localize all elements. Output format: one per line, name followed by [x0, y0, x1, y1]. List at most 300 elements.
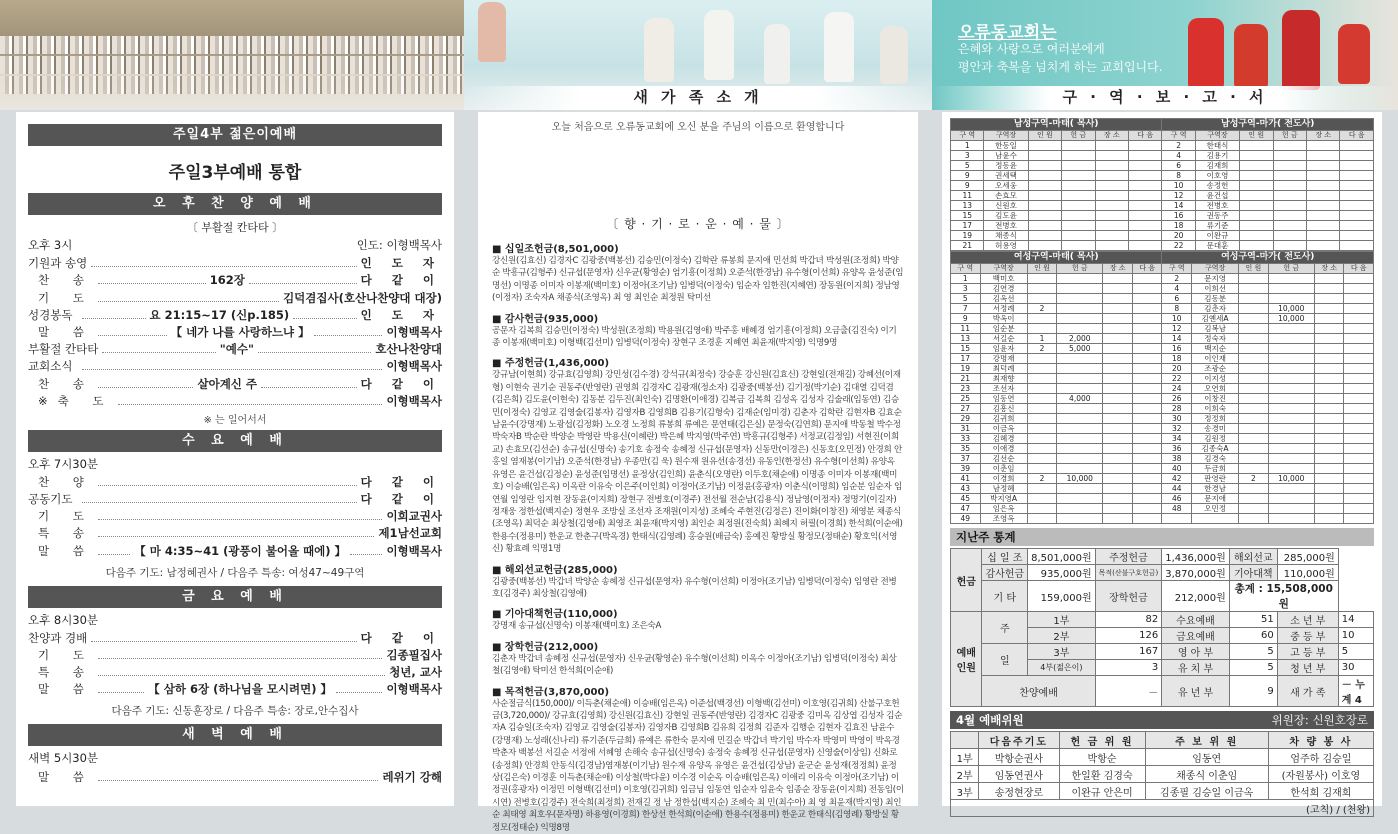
cell-value — [1239, 334, 1269, 344]
cell-value — [1028, 161, 1061, 171]
cell-value — [1132, 354, 1162, 364]
cell-value — [1132, 344, 1162, 354]
cell-value — [1132, 394, 1162, 404]
cell-row — [951, 504, 1374, 514]
cell-value: 최재향 — [980, 374, 1027, 384]
cell-value — [1268, 394, 1314, 404]
service-cell: 한석희 김재희 — [1268, 783, 1373, 800]
service-header: 주 보 위 원 — [1145, 732, 1268, 749]
cell-value — [1239, 274, 1269, 284]
cell-value — [1239, 484, 1269, 494]
cell-value — [1240, 181, 1273, 191]
cell-value — [1103, 294, 1133, 304]
cell-row — [951, 231, 1374, 241]
order-person: 제1남선교회 — [378, 526, 442, 541]
cell-value — [1273, 181, 1306, 191]
cantata-subtitle: 〔 부활절 칸타타 〕 — [186, 221, 284, 234]
church-slogan: 은혜와 사랑으로 여러분에게 평안과 축복을 넘치게 하는 교회입니다. — [958, 42, 1163, 74]
cell-value — [1239, 424, 1269, 434]
cell-row — [951, 514, 1374, 524]
cell-value — [1344, 494, 1374, 504]
cell-value: 42 — [1162, 474, 1192, 484]
header-photo-children — [932, 0, 1398, 110]
cell-value: 13 — [951, 334, 981, 344]
cell-value — [1028, 211, 1061, 221]
cell-value — [1128, 181, 1161, 191]
service-header — [951, 732, 979, 749]
cell-value — [1344, 354, 1374, 364]
attendance-row — [951, 644, 1374, 660]
cell-value — [1344, 434, 1374, 444]
cell-value: 2 — [1239, 474, 1269, 484]
cell-value: 26 — [1162, 394, 1192, 404]
cell-value — [1057, 444, 1103, 454]
order-label: 찬 송 — [38, 376, 94, 391]
cell-value: 1 — [951, 274, 981, 284]
service-cell: 1부 — [951, 749, 979, 766]
dot-leader — [98, 692, 144, 693]
attend-label: 유 년 부 — [1162, 676, 1230, 707]
cell-value: 4 — [1162, 284, 1192, 294]
cell-value: 정정희 — [1192, 414, 1239, 424]
cell-value — [1268, 354, 1314, 364]
cell-value — [1344, 384, 1374, 394]
order-person: 이형백목사 — [386, 359, 442, 374]
cell-value — [1314, 284, 1344, 294]
cell-value — [1314, 364, 1344, 374]
cell-value — [1027, 444, 1057, 454]
cell-value: 15 — [951, 211, 984, 221]
cell-value — [1057, 294, 1103, 304]
cell-table-header-row — [951, 264, 1374, 274]
dot-leader — [98, 387, 194, 388]
attend-label: 고 등 부 — [1277, 644, 1338, 660]
cell-value — [1027, 404, 1057, 414]
cell-value — [1314, 314, 1344, 324]
cell-value: 2 — [1027, 474, 1057, 484]
offering-heading: ■ 감사헌금(935,000) — [492, 313, 599, 325]
cell-value: 9 — [951, 171, 984, 181]
cell-value: 48 — [1162, 504, 1192, 514]
cell-value — [1240, 241, 1273, 251]
stats-row — [951, 549, 1374, 565]
offering-donors: 김광중(백봉선) 박갑녀 박양순 송혜정 신규섭(문영자) 유수형(이선희) 이정아(조기남) 임병덕(이정숙) 임영란 전병호(김경주) 최상철(김영애) — [492, 576, 897, 599]
cell-value — [1132, 414, 1162, 424]
cell-value — [1095, 231, 1128, 241]
stat-value: 1,436,000원 — [1162, 549, 1230, 565]
cell-value: 조영옥 — [980, 514, 1027, 524]
cell-value: 36 — [1162, 444, 1192, 454]
cell-value — [1028, 151, 1061, 161]
attend-value: 14 — [1338, 612, 1373, 628]
cell-value — [1103, 504, 1133, 514]
wednesday-next-week: 다음주 기도: 남정혜권사 / 다음주 특송: 여성47~49구역 — [105, 566, 365, 579]
cell-value: 김용기 — [1195, 151, 1239, 161]
cell-row — [951, 221, 1374, 231]
cell-value — [1344, 444, 1374, 454]
offering-heading: ■ 기아대책헌금(110,000) — [492, 609, 618, 621]
stat-label: 장학헌금 — [1095, 581, 1162, 612]
cell-value: 30 — [1162, 414, 1192, 424]
cell-value: 8 — [1162, 171, 1195, 181]
cell-value — [1057, 314, 1103, 324]
church-name: 오류동교회는 — [958, 23, 1057, 43]
cell-value — [1132, 474, 1162, 484]
service-row — [951, 749, 1374, 766]
service-row — [951, 766, 1374, 783]
order-person: 다 같 이 — [360, 376, 442, 391]
order-person: 이희교권사 — [386, 509, 442, 524]
service-cell: (자원봉사) 이호영 — [1268, 766, 1373, 783]
column-header: 인 원 — [1027, 264, 1057, 274]
cell-value: 김원정 — [1192, 434, 1239, 444]
cell-value — [1095, 141, 1128, 151]
cell-row — [951, 294, 1374, 304]
cell-row — [951, 364, 1374, 374]
cell-value — [1314, 494, 1344, 504]
service-header: 차 량 봉 사 — [1268, 732, 1373, 749]
order-label: 찬 송 — [38, 273, 94, 288]
cell-value: 한경남 — [1192, 484, 1239, 494]
cell-value: 28 — [1162, 404, 1192, 414]
cell-value — [1027, 324, 1057, 334]
cell-value — [1057, 484, 1103, 494]
cell-value: 11 — [951, 191, 984, 201]
column-header: 인 원 — [1240, 131, 1273, 141]
order-row — [28, 392, 442, 409]
cell-value — [1103, 334, 1133, 344]
column-header: 헌 금 — [1062, 131, 1095, 141]
cell-value: 이창진 — [1192, 394, 1239, 404]
order-person: 청년, 교사 — [389, 665, 442, 680]
cell-row — [951, 304, 1374, 314]
cell-value: 전병호 — [984, 221, 1028, 231]
cell-value — [1027, 274, 1057, 284]
stat-value: 212,000원 — [1162, 581, 1230, 612]
cell-value: 10 — [1162, 181, 1195, 191]
column-header: 헌 금 — [1273, 131, 1306, 141]
cell-value: 이경희 — [980, 474, 1027, 484]
friday-service-bar: 금 요 예 배 — [28, 586, 442, 608]
cell-table-title-row — [951, 119, 1374, 131]
header-photo-choir — [464, 0, 932, 110]
cell-value — [1128, 211, 1161, 221]
cell-value: 백지순 — [1192, 344, 1239, 354]
cell-value: 43 — [951, 484, 981, 494]
service-cell: 채종식 이춘임 — [1145, 766, 1268, 783]
cell-value — [1132, 514, 1162, 524]
cell-value: 38 — [1162, 454, 1192, 464]
cell-value — [1314, 504, 1344, 514]
service-cell: 김종필 김승일 이금옥 — [1145, 783, 1268, 800]
cell-value — [1239, 344, 1269, 354]
cell-value — [1103, 444, 1133, 454]
friday-next-week: 다음주 기도: 신동훈장로 / 다음주 특송: 장로,안수집사 — [111, 705, 359, 718]
cell-value: 김동분 — [1192, 294, 1239, 304]
cell-value — [1128, 221, 1161, 231]
cell-value — [1306, 241, 1339, 251]
total-value: 총계 : 15,508,000원 — [1229, 581, 1338, 612]
attend-value: 5 — [1229, 644, 1277, 660]
cell-value — [1268, 284, 1314, 294]
cell-value — [1132, 304, 1162, 314]
cell-value — [1028, 181, 1061, 191]
cell-value — [1103, 284, 1133, 294]
service-cell: 박항순권사 — [979, 749, 1059, 766]
cell-value — [1132, 504, 1162, 514]
cell-value — [1240, 171, 1273, 181]
cell-value: 12 — [1162, 324, 1192, 334]
cell-value — [1062, 211, 1095, 221]
cell-value — [1132, 384, 1162, 394]
service-committee-table — [950, 731, 1374, 817]
service-row — [951, 800, 1374, 817]
cell-value — [1028, 221, 1061, 231]
order-label: 기 도 — [38, 290, 94, 305]
service-cell: 송정현장로 — [979, 783, 1059, 800]
cell-value — [1027, 494, 1057, 504]
cell-value: 이희선 — [1192, 284, 1239, 294]
new-family-title: 새 가 족 소 개 — [633, 88, 763, 106]
cell-value: 17 — [951, 221, 984, 231]
cell-value — [1239, 304, 1269, 314]
cell-value — [1240, 141, 1273, 151]
attend-value: 3 — [1095, 660, 1162, 676]
cell-value — [1057, 324, 1103, 334]
cell-value: 문대훈 — [1195, 241, 1239, 251]
order-label: 공동기도 — [28, 492, 73, 507]
cell-value: 2 — [1027, 304, 1057, 314]
order-row — [28, 680, 442, 697]
cell-value — [1027, 504, 1057, 514]
cell-value — [1268, 424, 1314, 434]
order-person: 레위기 강해 — [382, 769, 442, 784]
cell-value — [1240, 161, 1273, 171]
column-header: 헌 금 — [1057, 264, 1103, 274]
cell-value — [1268, 294, 1314, 304]
cell-value — [1306, 161, 1339, 171]
attendance-row — [951, 612, 1374, 628]
cell-value: 24 — [1162, 384, 1192, 394]
cell-value — [1314, 344, 1344, 354]
female-cell-table — [950, 251, 1374, 524]
attend-value: 51 — [1229, 612, 1277, 628]
cell-value — [1132, 274, 1162, 284]
stats-table — [950, 548, 1374, 707]
cell-value: 윤건섭 — [1195, 191, 1239, 201]
cell-value — [1344, 464, 1374, 474]
column-header: 다 음 — [1344, 264, 1374, 274]
cell-value: 허용영 — [984, 241, 1028, 251]
cell-value — [1239, 384, 1269, 394]
cell-value — [1340, 161, 1374, 171]
attend-label: 새 가 족 — [1277, 676, 1338, 707]
cell-value: 32 — [1162, 424, 1192, 434]
cell-table-title: 여성구역-마가( 전도사) — [1162, 252, 1374, 264]
cell-value — [1306, 181, 1339, 191]
cell-value — [1095, 241, 1128, 251]
cell-value: 20 — [1162, 364, 1192, 374]
cell-value: 오세웅 — [984, 181, 1028, 191]
cell-value — [1103, 274, 1133, 284]
cell-value: 16 — [1162, 344, 1192, 354]
male-cell-table — [950, 118, 1374, 251]
cell-value — [1240, 221, 1273, 231]
order-row — [28, 490, 442, 507]
wednesday-order-list — [28, 473, 442, 559]
column-header: 장 소 — [1095, 131, 1128, 141]
stat-value: 8,501,000원 — [1028, 549, 1096, 565]
cell-value — [1306, 201, 1339, 211]
header-photo-congregation — [0, 0, 464, 110]
cell-value: 44 — [1162, 484, 1192, 494]
column-header: 구역장 — [980, 264, 1027, 274]
cell-value — [1132, 294, 1162, 304]
cell-value — [1128, 141, 1161, 151]
cell-value: 18 — [1162, 354, 1192, 364]
cell-value — [1128, 161, 1161, 171]
service-cell: 이완규 안은미 — [1059, 783, 1145, 800]
cell-value — [1132, 334, 1162, 344]
cell-value — [1268, 434, 1314, 444]
cell-value — [1103, 354, 1133, 364]
cell-value: 남정혜 — [980, 484, 1027, 494]
afternoon-order-list — [28, 254, 442, 409]
offering-heading: ■ 해외선교헌금(285,000) — [492, 564, 618, 576]
car-note: (고칙) / (천왕) — [951, 800, 1374, 817]
cell-value: 9 — [951, 181, 984, 191]
offering-donors: 강신원(김효신) 김경자C 김광중(백봉선) 김승민(이정숙) 김학란 류봉희 문지애 민선희 박갑녀 박성원(조정희) 박양순 박흥규(김형주) 신규섭(문영자) 신우균(황영순) 엄기흥(이정희) 오준석(한경남) 유수형(이선희) 유양옥 윤성준(임명선) 이명종 이미자 이봉재(백미호) 이정아(조기남) 임병덕(이정숙) 임순자 임한진(지혜연) 장동원(이지희) 정남영(이정자) 조숙자A 채종식(조영옥) 최 영 최인순 최정원 탁미선 — [492, 256, 904, 304]
cell-value: 12 — [1162, 191, 1195, 201]
order-content: 【 삼하 6장 (하나님을 모시려면) 】 — [148, 682, 333, 697]
cell-value: 19 — [951, 364, 981, 374]
cell-value — [1268, 334, 1314, 344]
order-label: 특 송 — [38, 526, 94, 541]
order-person: 호산나찬양대 — [375, 342, 443, 357]
cell-value: 22 — [1162, 374, 1192, 384]
cell-value — [1268, 454, 1314, 464]
cell-value: 10 — [1162, 314, 1192, 324]
dot-leader — [98, 554, 130, 555]
cell-value: 서정례 — [980, 304, 1027, 314]
cell-value — [1128, 201, 1161, 211]
cell-value — [1239, 294, 1269, 304]
cell-value — [1027, 414, 1057, 424]
order-label: 말 씀 — [38, 543, 94, 558]
cell-value — [1314, 334, 1344, 344]
cell-value — [1132, 374, 1162, 384]
cell-value — [1268, 364, 1314, 374]
cell-value: 1 — [1027, 334, 1057, 344]
cell-value — [1239, 514, 1269, 524]
cell-value: 5 — [951, 294, 981, 304]
order-label: 기 도 — [38, 648, 94, 662]
cell-value — [1027, 514, 1057, 524]
cell-value — [1132, 324, 1162, 334]
cell-value — [1340, 241, 1374, 251]
cell-value — [1027, 374, 1057, 384]
cell-value: 오연희 — [1192, 384, 1239, 394]
service-cell: 2부 — [951, 766, 979, 783]
cell-value — [1340, 221, 1374, 231]
cell-value — [1128, 151, 1161, 161]
cell-value — [1268, 404, 1314, 414]
band-cell-report — [932, 86, 1398, 110]
cell-value: 39 — [951, 464, 981, 474]
attend-value: 60 — [1229, 628, 1277, 644]
dot-leader — [82, 502, 357, 503]
cell-row — [951, 171, 1374, 181]
cell-value — [1095, 221, 1128, 231]
cell-value — [1095, 211, 1128, 221]
cell-value — [1103, 314, 1133, 324]
attend-label: 4부(젊은이) — [1028, 660, 1096, 676]
cell-value — [1340, 211, 1374, 221]
cell-value: 2,000 — [1057, 334, 1103, 344]
cell-value: 신원호 — [984, 201, 1028, 211]
cell-value — [1103, 434, 1133, 444]
cell-value — [1103, 404, 1133, 414]
offering-donors: 사순절금식(150,000)/ 이득춘(채순애) 이승배(임은옥) 이준섭(백경선) 이형백(김선미) 이호영(김귀희) 산불구호헌금(3,720,000)/ 강규효(김영희) 강신원(김효신) 강현일 권동주(반영란) 김경자C 김광중 김미옥 김상엽 김성자 김순자A 김승일(조숙자) 김영교 김영술(김봉자) 김영자B 김영희B 김유희 김정희 김준자 김행순 김현자 김효진 남윤수(강명재) 노성래(신나리) 류기준(두금희) 류예은 류한숙 문지애 민길순 박갑녀 박기임 박수자 박영미 박영이 박옥경 박춘자 백봉선 서길순 서정애 서혜영 손해숙 송규섭(신명숙) 송정숙 송혜정 신규섭(문영자) 신영술(이상임) 신화로(송정희) 안경희 안동식(김경남)염재봉(이기남) 원수재 유양옥 유영은 윤건섭(김상남) 윤군순 윤성재(정정희) 윤정상(김은숙) 이경훈 이득춘(채순애) 이상철(박다윤) 이수경 이순옥 이승배(임은옥) 이애리 이유숙 이정아(조기남) 이정권(홍광자) 이정민 이형백(김선미) 이호영(김귀희) 임금님 임동연 임순자 임윤숙 임종순 장동윤(이지희) 전동임(이시연) 전병호(김경주) 전숙희(최정희) 전재길 정 남 정한섭(백지순) 조혜숙 최 민(최수아) 최 영 최윤재(박지영) 최인순 최태영 최호우(문자명) 하용영(이경희) 한상선 한석희(이순애) 한용수(정용미) 한운교 한태식(김영례) 황방실 황정모(정태순) 익명8명 — [492, 698, 904, 833]
cell-value: 2 — [1027, 344, 1057, 354]
cell-value — [1314, 374, 1344, 384]
order-row — [28, 507, 442, 524]
cell-value — [1028, 231, 1061, 241]
cell-value: 29 — [951, 414, 981, 424]
friday-order-list — [28, 629, 442, 698]
cell-value: 10,000 — [1268, 314, 1314, 324]
cell-value — [1162, 514, 1192, 524]
column-header: 헌 금 — [1268, 264, 1314, 274]
cell-row — [951, 494, 1374, 504]
stat-label: 주정헌금 — [1095, 549, 1162, 565]
cell-value — [1062, 151, 1095, 161]
cell-value — [1344, 484, 1374, 494]
cell-value — [1103, 304, 1133, 314]
order-row — [28, 254, 442, 271]
cell-value — [1057, 274, 1103, 284]
order-row — [28, 524, 442, 541]
cell-value — [1240, 211, 1273, 221]
cell-value — [1314, 464, 1344, 474]
cell-value — [1273, 221, 1306, 231]
column-header: 다 음 — [1132, 264, 1162, 274]
offering-heading: ■ 주정헌금(1,436,000) — [492, 358, 610, 370]
cell-value — [1132, 464, 1162, 474]
cell-value — [1268, 464, 1314, 474]
cell-value: 김경숙 — [1192, 454, 1239, 464]
cell-value: 김선순 — [980, 454, 1027, 464]
service-title-bar: 4월 예배위원 위원장: 신원호장로 — [950, 711, 1374, 729]
cell-value: 김혜경 — [980, 434, 1027, 444]
cell-row — [951, 444, 1374, 454]
attend-label: 소 년 부 — [1277, 612, 1338, 628]
cell-value — [1103, 514, 1133, 524]
offering-heading: ■ 십일조헌금(8,501,000) — [492, 244, 619, 255]
cell-value: 46 — [1162, 494, 1192, 504]
cell-value: 김종숙A — [1192, 444, 1239, 454]
order-person: 다 같 이 — [360, 273, 442, 288]
cell-value — [1103, 364, 1133, 374]
cell-value — [1128, 191, 1161, 201]
cell-value — [1306, 171, 1339, 181]
dot-leader — [91, 641, 356, 642]
offering-list — [492, 240, 904, 834]
cell-value: 판영란 — [1192, 474, 1239, 484]
cell-row — [951, 384, 1374, 394]
cell-value — [1273, 151, 1306, 161]
cell-value — [1340, 141, 1374, 151]
